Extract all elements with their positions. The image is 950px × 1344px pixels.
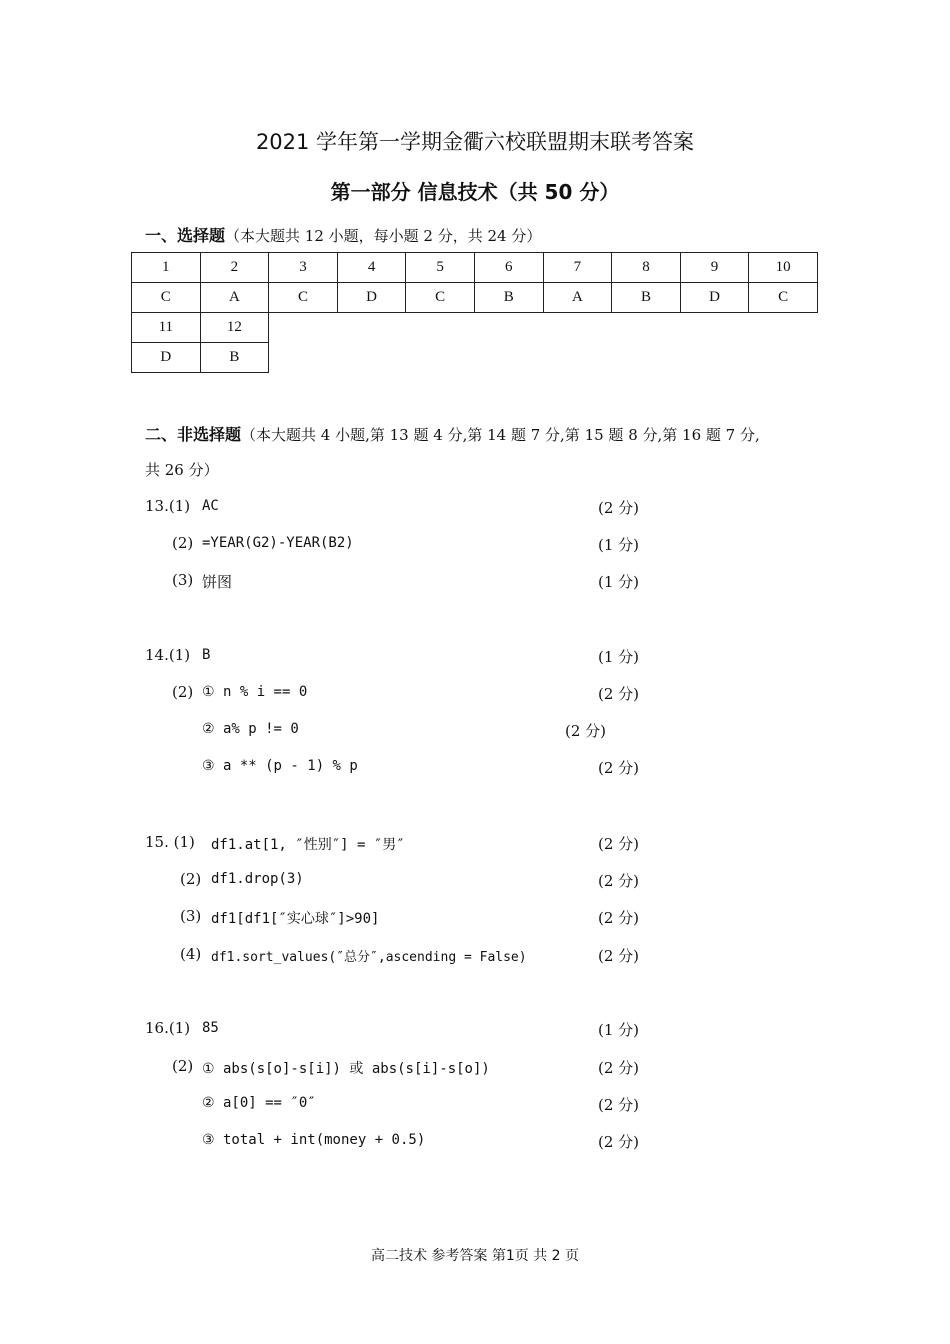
table-cell: C <box>749 283 818 313</box>
q15-2-label: (2) <box>180 870 202 888</box>
q13-2-score: (1 分) <box>598 536 640 554</box>
q14-4-answer: ③ a ** (p - 1) % p <box>202 758 358 774</box>
page-subtitle: 第一部分 信息技术（共 50 分） <box>330 180 620 204</box>
q15-4-answer: df1.sort_values(″总分″,ascending = False) <box>211 950 527 965</box>
q16-4-answer: ③ total + int(money + 0.5) <box>202 1132 426 1148</box>
section2-note: （本大题共 4 小题,第 13 题 4 分,第 14 题 7 分,第 15 题 8 分,第 16 题 7 分, <box>241 426 760 444</box>
q15-2-answer: df1.drop(3) <box>211 871 304 887</box>
q13-1-answer: AC <box>202 498 219 514</box>
q16-1-answer: 85 <box>202 1020 219 1036</box>
section2-note-cont: 共 26 分） <box>145 461 219 479</box>
q14-4-score: (2 分) <box>598 759 640 777</box>
table-cell: B <box>612 283 681 313</box>
q16-3-score: (2 分) <box>598 1096 640 1114</box>
q13-1-score: (2 分) <box>598 499 640 517</box>
q13-3-label: (3) <box>172 571 194 589</box>
table-cell: 2 <box>200 253 269 283</box>
table-cell: D <box>132 343 201 373</box>
q14-2-score: (2 分) <box>598 685 640 703</box>
table-cell: 9 <box>680 253 749 283</box>
q15-2-score: (2 分) <box>598 872 640 890</box>
table-cell: 5 <box>406 253 475 283</box>
q16-4-score: (2 分) <box>598 1133 640 1151</box>
q16-2-label: (2) <box>172 1057 194 1075</box>
q15-4-label: (4) <box>180 945 202 963</box>
table-cell: D <box>337 283 406 313</box>
q15-1-label: 15. (1) <box>145 833 195 851</box>
q15-3-label: (3) <box>180 907 202 925</box>
table-cell: C <box>132 283 201 313</box>
q14-1-label: 14.(1) <box>145 646 191 664</box>
table-cell: 12 <box>200 313 269 343</box>
table-cell: 1 <box>132 253 201 283</box>
section2-heading: 二、非选择题 <box>145 425 242 444</box>
table-cell: 10 <box>749 253 818 283</box>
q16-1-label: 16.(1) <box>145 1019 191 1037</box>
table-cell: A <box>543 283 612 313</box>
table-cell: A <box>200 283 269 313</box>
q13-1-label: 13.(1) <box>145 497 191 515</box>
q14-1-score: (1 分) <box>598 648 640 666</box>
table-row-answers-1 <box>132 283 818 313</box>
q16-2-answer: ① abs(s[o]-s[i]) 或 abs(s[i]-s[o]) <box>202 1061 490 1077</box>
table-cell: C <box>269 283 338 313</box>
q16-2-score: (2 分) <box>598 1059 640 1077</box>
table-cell: 7 <box>543 253 612 283</box>
table-row-numbers-1 <box>132 253 818 283</box>
section1-header <box>145 223 541 246</box>
page-title: 2021 学年第一学期金衢六校联盟期末联考答案 <box>255 130 695 154</box>
table-cell: 6 <box>474 253 543 283</box>
q16-3-answer: ② a[0] == ″0″ <box>202 1095 316 1111</box>
q13-3-score: (1 分) <box>598 573 640 591</box>
table-cell: D <box>680 283 749 313</box>
table-cell: C <box>406 283 475 313</box>
q15-4-score: (2 分) <box>598 947 640 965</box>
table-row-answers-2 <box>132 343 818 373</box>
q15-1-score: (2 分) <box>598 835 640 853</box>
q15-3-score: (2 分) <box>598 909 640 927</box>
table-cell: B <box>474 283 543 313</box>
q14-3-score: (2 分) <box>565 722 607 740</box>
section1-note: （本大题共 12 小题，每小题 2 分，共 24 分） <box>225 227 542 245</box>
table-empty-area <box>269 313 818 343</box>
table-cell: 3 <box>269 253 338 283</box>
q13-3-answer: 饼图 <box>202 573 233 591</box>
q15-1-answer: df1.at[1, ″性别″] = ″男″ <box>211 837 405 853</box>
q14-2-answer: ① n % i == 0 <box>202 684 308 700</box>
answer-table <box>131 252 818 373</box>
q16-1-score: (1 分) <box>598 1021 640 1039</box>
table-cell: B <box>200 343 269 373</box>
q14-2-label: (2) <box>172 683 194 701</box>
table-row-numbers-2 <box>132 313 818 343</box>
table-cell: 8 <box>612 253 681 283</box>
q13-2-answer: =YEAR(G2)-YEAR(B2) <box>202 535 354 551</box>
section1-heading: 一、选择题 <box>145 226 226 245</box>
table-empty-area <box>269 343 818 373</box>
q14-1-answer: B <box>202 647 211 663</box>
q15-3-answer: df1[df1[″实心球″]>90] <box>211 911 380 927</box>
page-footer: 高二技术 参考答案 第1页 共 2 页 <box>370 1248 580 1264</box>
section2-header <box>145 422 760 445</box>
q14-3-answer: ② a% p != 0 <box>202 721 299 737</box>
table-cell: 11 <box>132 313 201 343</box>
table-cell: 4 <box>337 253 406 283</box>
q13-2-label: (2) <box>172 534 194 552</box>
